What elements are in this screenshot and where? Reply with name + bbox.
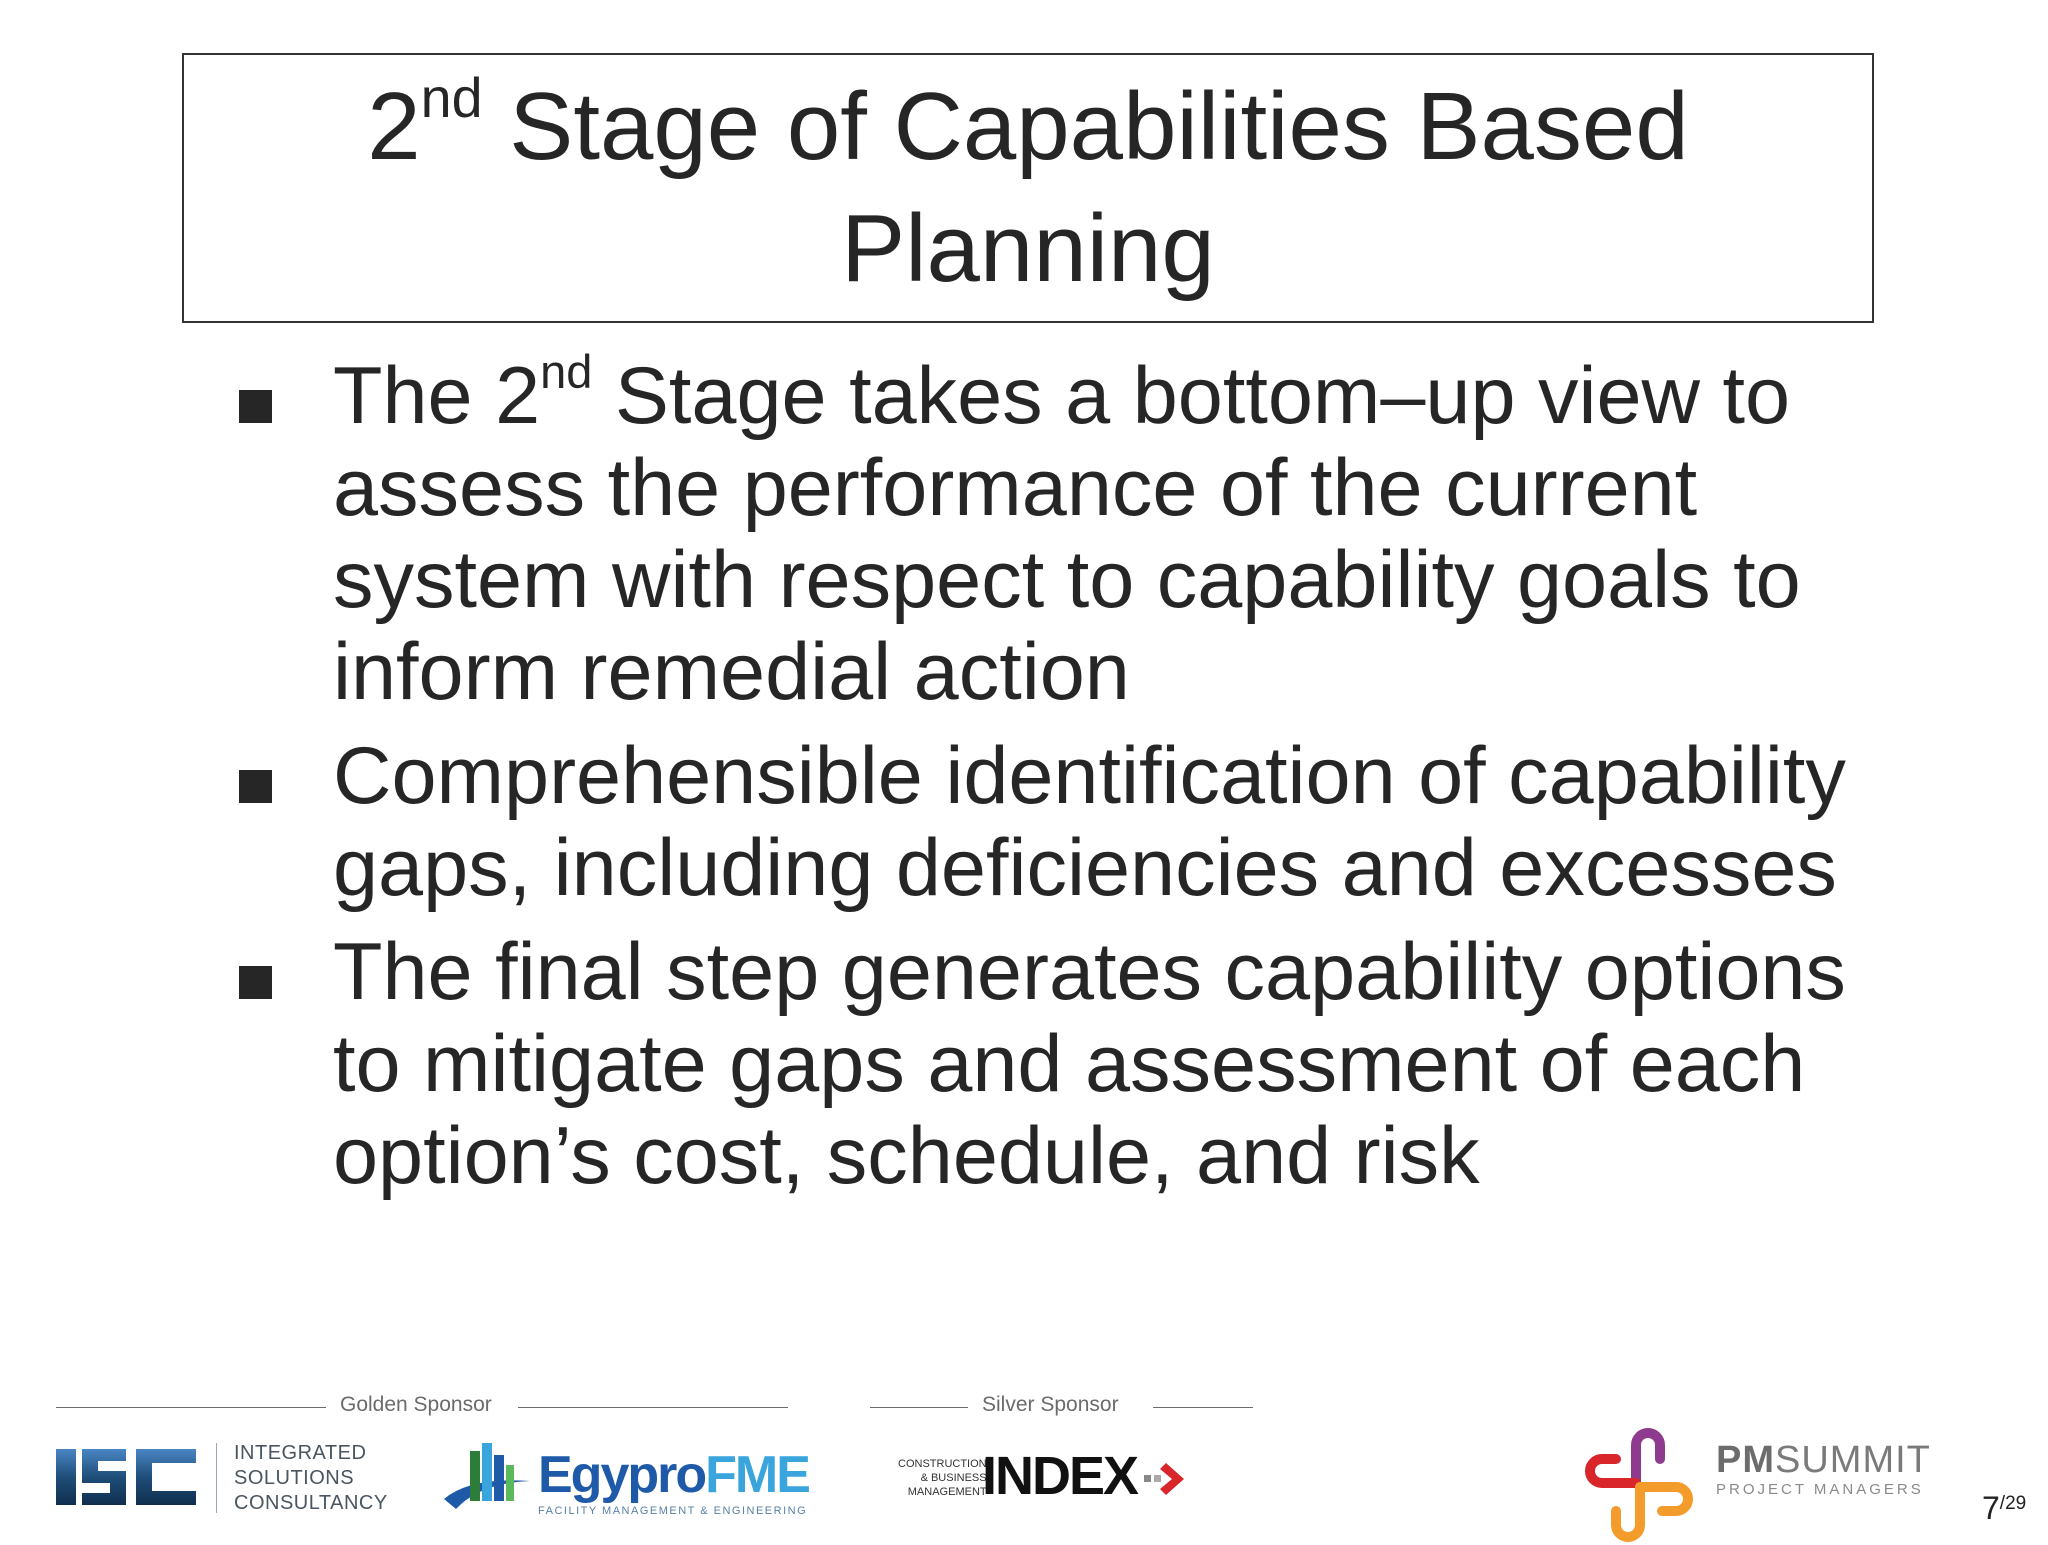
slide-title xyxy=(367,66,1688,310)
isc-divider xyxy=(216,1443,217,1513)
egypro-name xyxy=(538,1445,809,1505)
sponsor-footer xyxy=(0,1385,2048,1536)
page-total: /29 xyxy=(1999,1493,2027,1514)
egypro-tagline: FACILITY MANAGEMENT & ENGINEERING xyxy=(538,1505,808,1517)
bullet-text: Comprehensible identification of capability gaps, including deficiencies and excesses xyxy=(333,731,1846,913)
index-name: INDEX xyxy=(982,1446,1138,1506)
bullet-text xyxy=(333,344,1896,718)
egypro-building-icon xyxy=(440,1437,532,1517)
index-small-line3: MANAGEMENT xyxy=(907,1486,987,1498)
slide-title-box xyxy=(182,53,1874,323)
title-prefix: 2 xyxy=(367,73,421,180)
isc-line1: INTEGRATED xyxy=(234,1442,367,1464)
golden-rule-right xyxy=(518,1407,788,1408)
pmsummit-name xyxy=(1716,1439,1931,1482)
pmsummit-name-rest: SUMMIT xyxy=(1775,1439,1931,1481)
pmsummit-tagline: PROJECT MANAGERS xyxy=(1716,1481,1924,1498)
index-small-line2: & BUSINESS xyxy=(920,1472,987,1484)
isc-line3: CONSULTANCY xyxy=(234,1492,388,1514)
pmsummit-logo-icon xyxy=(1578,1425,1700,1545)
bullet-square-icon xyxy=(239,770,272,803)
silver-rule-left xyxy=(870,1407,968,1408)
isc-company-name xyxy=(234,1441,388,1516)
title-line2: Planning xyxy=(841,195,1215,302)
page-current: 7 xyxy=(1982,1490,2000,1526)
pmsummit-name-bold: PM xyxy=(1716,1439,1775,1481)
silver-rule-right xyxy=(1153,1407,1253,1408)
golden-sponsor-label: Golden Sponsor xyxy=(340,1393,492,1416)
egypro-name-part2: FME xyxy=(705,1446,809,1504)
silver-sponsor-label: Silver Sponsor xyxy=(982,1393,1119,1416)
bullet-1-prefix: The 2 xyxy=(333,351,541,441)
title-superscript: nd xyxy=(420,67,483,130)
bullet-text: The final step generates capability options to mitigate gaps and assessment of each option’s cost, schedule, and risk xyxy=(333,927,1846,1201)
index-arrow-icon xyxy=(1144,1461,1190,1497)
isc-logo-icon xyxy=(56,1445,200,1509)
golden-rule-left xyxy=(56,1407,326,1408)
bullet-1-superscript: nd xyxy=(540,344,593,398)
bullet-list xyxy=(236,344,1896,1214)
bullet-square-icon xyxy=(239,966,272,999)
title-line1-rest: Stage of Capabilities Based xyxy=(482,73,1689,180)
egypro-name-part1: Egypro xyxy=(538,1446,706,1504)
bullet-item xyxy=(236,730,1896,914)
bullet-square-icon xyxy=(239,390,272,423)
isc-line2: SOLUTIONS xyxy=(234,1467,355,1489)
page-number xyxy=(1982,1490,2026,1527)
bullet-item xyxy=(236,926,1896,1202)
bullet-item xyxy=(236,344,1896,718)
bullet-1-rest: Stage takes a bottom–up view to assess the performance of the current system with respect to capability goals to inform remedial action xyxy=(333,351,1801,717)
index-subtitle xyxy=(898,1457,987,1499)
index-small-line1: CONSTRUCTION xyxy=(898,1458,987,1470)
